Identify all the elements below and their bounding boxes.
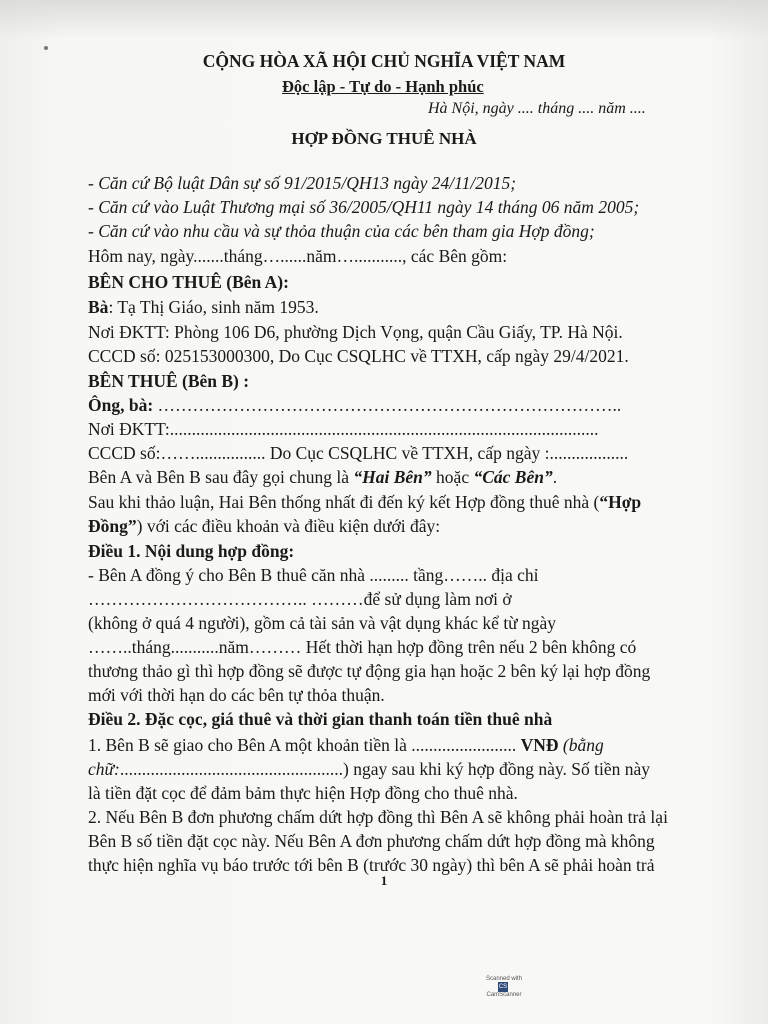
article-2-p2-line-1: 2. Nếu Bên B đơn phương chấm dứt hợp đồng thì Bên A sẽ không phải hoàn trả lại [88,807,668,827]
in-words-label: chữ: [88,759,120,779]
agreement-post: ) với các điều khoản và điều kiện dưới đây: [136,516,441,536]
collective-terms [88,466,557,488]
collective-mid: hoặc [431,467,474,487]
collective-post: . [552,467,558,487]
camscanner-logo-icon: CS [498,984,508,990]
article-1-line-6: mới với thời hạn do các bên tự thỏa thuận. [88,685,385,705]
agreement-line-1 [88,491,641,513]
currency-vnd: VNĐ [520,735,559,755]
scanner-name: CamScanner [486,992,522,998]
term-cac-ben: “Các Bên” [473,467,553,487]
page-number: 1 [380,873,388,888]
article-2-p2-line-3: thực hiện nghĩa vụ báo trước tới bên B (trước 30 ngày) thì bên A sẽ phải hoàn trả [88,855,655,875]
in-words-dots: ...................................................) ngay sau khi ký hợp đồng này. Số tiền này [119,759,651,779]
article-1-line-5: thương thảo gì thì hợp đồng sẽ được tự động gia hạn hoặc 2 bên ký lại hợp đồng [88,661,651,681]
legal-basis-2: - Căn cứ vào Luật Thương mại số 36/2005/QH11 ngày 14 tháng 06 năm 2005; [88,197,640,217]
term-hai-ben: “Hai Bên” [353,467,432,487]
article-1-line-3: (không ở quá 4 người), gồm cả tài sản và vật dụng khác kể từ ngày [88,613,557,633]
today-line: Hôm nay, ngày.......tháng…......năm…..........., các Bên gồm: [88,246,508,266]
party-b-id: CCCD số:……................ Do Cục CSQLHC về TTXH, cấp ngày :.................. [88,443,629,463]
party-a-id: CCCD số: 025153000300, Do Cục CSQLHC về TTXH, cấp ngày 29/4/2021. [88,346,629,366]
article-2-p1-line-1 [88,734,604,756]
contract-title: HỢP ĐỒNG THUÊ NHÀ [291,129,477,148]
party-b-name [88,394,621,416]
place-date: Hà Nội, ngày .... tháng .... năm .... [428,100,646,117]
agreement-line-2 [88,515,440,537]
party-a-name-label: Bà [88,297,109,317]
party-a-heading: BÊN CHO THUÊ (Bên A): [88,272,289,292]
article-2-p2-line-2: Bên B số tiền đặt cọc này. Nếu Bên A đơn phương chấm dứt hợp đồng mà không [88,831,655,851]
legal-basis-3: - Căn cứ vào nhu cầu và sự thỏa thuận của các bên tham gia Hợp đồng; [88,221,595,241]
scanner-watermark [482,976,526,1016]
nation-heading: CỘNG HÒA XÃ HỘI CHỦ NGHĨA VIỆT NAM [202,51,566,71]
party-b-name-dots: …………………………………………………………………….. [153,395,622,415]
scan-shadow [0,0,768,40]
article-1-line-1: - Bên A đồng ý cho Bên B thuê căn nhà ......... tầng…….. địa chỉ [88,565,539,585]
article-1-heading: Điều 1. Nội dung hợp đồng: [88,541,295,561]
party-a-name [88,296,319,318]
scanner-caption: Scanned with [485,976,523,982]
motto [282,76,484,98]
collective-pre: Bên A và Bên B sau đây gọi chung là [88,467,354,487]
article-2-p1-line-3: là tiền đặt cọc để đảm bảm thực hiện Hợp đồng cho thuê nhà. [88,783,518,803]
in-words-start: (bằng [558,735,604,755]
deposit-pre: 1. Bên B sẽ giao cho Bên A một khoản tiền là ........................ [88,735,521,755]
party-a-name-value: : Tạ Thị Giáo, sinh năm 1953. [108,297,319,317]
party-b-heading: BÊN THUÊ (Bên B) : [88,371,250,391]
agreement-term-start: “Hợp [599,492,642,512]
motto-text: Độc lập - Tự do - Hạnh phúc [282,77,484,96]
article-2-heading: Điều 2. Đặc cọc, giá thuê và thời gian thanh toán tiền thuê nhà [88,709,553,729]
article-1-line-2: ……………………………….. ………để sử dụng làm nơi ở [88,589,512,609]
article-2-p1-line-2 [88,758,650,780]
party-b-address: Nơi ĐKTT:.................................................................................................. [88,419,599,439]
scanner-brand [482,982,526,998]
agreement-pre: Sau khi thảo luận, Hai Bên thống nhất đi đến ký kết Hợp đồng thuê nhà ( [88,492,600,512]
legal-basis-1: - Căn cứ Bộ luật Dân sự số 91/2015/QH13 ngày 24/11/2015; [88,173,517,193]
agreement-term-end: Đồng” [88,516,137,536]
article-1-line-4: ……..tháng...........năm……… Hết thời hạn hợp đồng trên nếu 2 bên không có [88,637,637,657]
party-b-name-label: Ông, bà: [88,395,154,415]
party-a-address: Nơi ĐKTT: Phòng 106 D6, phường Dịch Vọng, quận Cầu Giấy, TP. Hà Nội. [88,322,623,342]
